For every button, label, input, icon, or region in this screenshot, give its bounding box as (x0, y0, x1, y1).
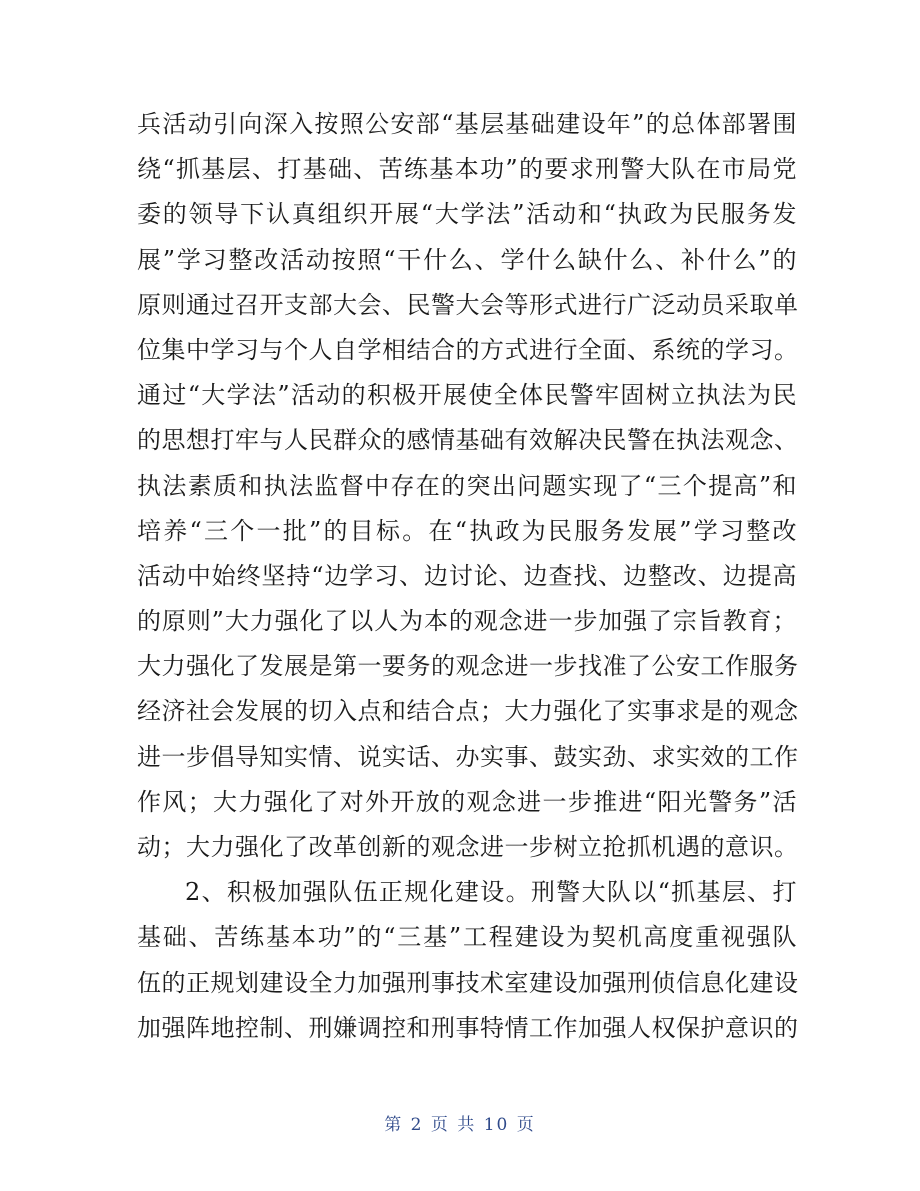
text-line: 进一步倡导知实情、说实话、办实事、鼓实劲、求实效的工作 (137, 742, 799, 771)
text-line: 原则通过召开支部大会、民警大会等形式进行广泛动员采取单 (137, 290, 799, 319)
text-line: 大力强化了发展是第一要务的观念进一步找准了公安工作服务 (137, 652, 799, 681)
text-line: 动；大力强化了改革创新的观念进一步树立抢抓机遇的意识。 (137, 833, 799, 861)
text-line: 展”学习整改活动按照“干什么、学什么缺什么、补什么”的 (137, 245, 797, 274)
text-line: 经济社会发展的切入点和结合点；大力强化了实事求是的观念 (137, 697, 799, 726)
text-line: 基础、苦练基本功”的“三基”工程建设为契机高度重视强队 (137, 923, 797, 952)
text-line: 通过“大学法”活动的积极开展使全体民警牢固树立执法为民 (137, 381, 797, 410)
text-line: 伍的正规划建设全力加强刑事技术室建设加强刑侦信息化建设 (137, 968, 799, 997)
text-line: 兵活动引向深入按照公安部“基层基础建设年”的总体部署围 (137, 110, 797, 138)
text-line: 活动中始终坚持“边学习、边讨论、边查找、边整改、边提高 (137, 561, 797, 590)
text-line: 作风；大力强化了对外开放的观念进一步推进“阳光警务”活 (137, 787, 797, 816)
text-line: 的原则”大力强化了以人为本的观念进一步加强了宗旨教育； (137, 607, 797, 636)
paragraph-start-line: 2、积极加强队伍正规化建设。刑警大队以“抓基层、打 (185, 878, 797, 907)
text-line: 委的领导下认真组织开展“大学法”活动和“执政为民服务发 (137, 200, 797, 229)
text-line: 加强阵地控制、刑嫌调控和刑事特情工作加强人权保护意识的 (137, 1013, 799, 1042)
text-line: 绕“抓基层、打基础、苦练基本功”的要求刑警大队在市局党 (137, 155, 797, 184)
text-line: 培养“三个一批”的目标。在“执政为民服务发展”学习整改 (137, 516, 797, 545)
body-text (137, 102, 797, 1051)
text-line: 位集中学习与个人自学相结合的方式进行全面、系统的学习。 (137, 335, 799, 364)
text-line: 的思想打牢与人民群众的感情基础有效解决民警在执法观念、 (137, 426, 799, 455)
text-line: 执法素质和执法监督中存在的突出问题实现了“三个提高”和 (137, 471, 797, 500)
page-number-footer: 第 2 页 共 10 页 (384, 1115, 536, 1135)
